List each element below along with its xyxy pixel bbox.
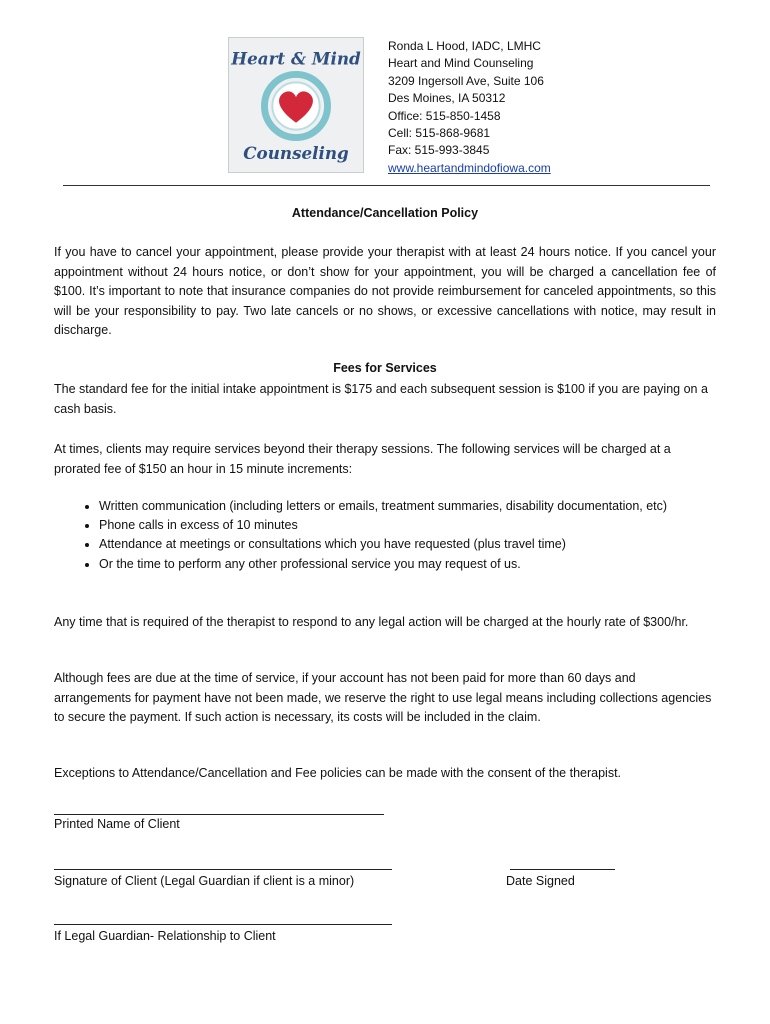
date-signed-label: Date Signed (506, 874, 575, 888)
attendance-policy-text: If you have to cancel your appointment, please provide your therapist with at least 24 hours notice. If you cancel your appointment without 24 hours notice, or don’t show for your appointment, you will be charged a cancellation fee of $100. It’s important to note that insurance companies do not provide reimbursement for canceled appointments, so this will be your responsibility to pay. Two late cancels or no shows, or excessive cancellations with notice, may result in discharge. (54, 245, 716, 338)
services-list (54, 497, 719, 574)
logo-title-bottom: Counseling (243, 143, 349, 164)
attendance-policy-heading: Attendance/Cancellation Policy (291, 206, 479, 220)
fees-heading: Fees for Services (333, 361, 437, 375)
list-item: • Written communication (including letters or emails, treatment summaries, disability documentation, etc) (99, 497, 719, 516)
additional-services-intro: At times, clients may require services beyond their therapy sessions. The following services will be charged at a prorated fee of $150 an hour in 15 minute increments: (54, 442, 671, 476)
printed-name-label: Printed Name of Client (54, 817, 180, 831)
signature-label: Signature of Client (Legal Guardian if client is a minor) (54, 874, 355, 888)
guardian-relationship-label: If Legal Guardian- Relationship to Client (54, 929, 276, 943)
address-line-2: Des Moines, IA 50312 (388, 91, 506, 106)
contact-block (388, 38, 551, 177)
list-item: • Or the time to perform any other professional service you may request of us. (99, 555, 719, 574)
list-item: • Phone calls in excess of 10 minutes (99, 516, 719, 535)
printed-name-line[interactable] (54, 814, 384, 815)
heart-and-mind-logo (228, 37, 364, 173)
legal-action-fee-text: Any time that is required of the therapist to respond to any legal action will be charged at the hourly rate of $300/hr. (54, 615, 689, 629)
date-signed-line[interactable] (510, 869, 615, 870)
exceptions-text: Exceptions to Attendance/Cancellation and Fee policies can be made with the consent of the therapist. (54, 766, 622, 780)
signature-line[interactable] (54, 869, 392, 870)
collections-text: Although fees are due at the time of service, if your account has not been paid for more than 60 days and arrangements for payment have not been made, we reserve the right to use legal means including collections agencies to secure the payment. If such action is necessary, its costs will be included in the claim. (54, 671, 712, 725)
office-phone: Office: 515-850-1458 (388, 108, 501, 123)
guardian-relationship-line[interactable] (54, 924, 392, 925)
header-divider (63, 185, 710, 186)
website-link[interactable]: www.heartandmindofiowa.com (388, 160, 551, 175)
address-line-1: 3209 Ingersoll Ave, Suite 106 (388, 73, 544, 88)
organization-name: Heart and Mind Counseling (388, 56, 534, 71)
logo-graphic (229, 38, 363, 172)
logo-title-top: Heart & Mind (231, 48, 361, 69)
therapist-name: Ronda L Hood, IADC, LMHC (388, 39, 541, 53)
list-item: • Attendance at meetings or consultations which you have requested (plus travel time) (99, 535, 719, 554)
cell-phone: Cell: 515-868-9681 (388, 126, 491, 141)
fax-number: Fax: 515-993-3845 (388, 143, 490, 158)
standard-fee-text: The standard fee for the initial intake appointment is $175 and each subsequent session is $100 if you are paying on a cash basis. (54, 382, 708, 416)
